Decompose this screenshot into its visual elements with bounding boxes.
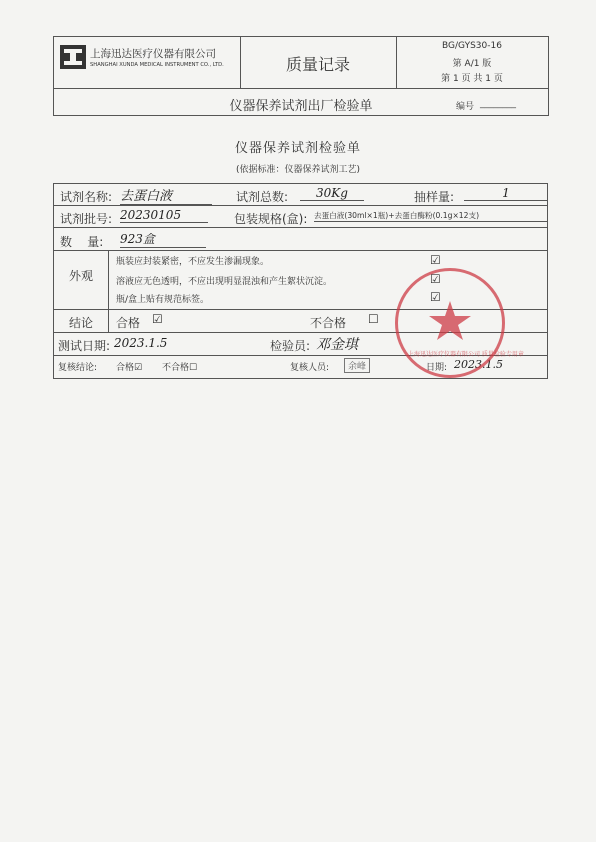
test-date-label: 测试日期: [58,339,111,353]
sample-value: 1 [464,186,548,201]
appearance-item: 瓶/盒上贴有规范标签。 [116,295,210,305]
serial-label: 编号 [456,102,475,112]
appearance-item: 瓶装应封装紧密，不应发生渗漏现象。 [116,257,270,267]
name-label: 试剂名称: [60,190,113,204]
pass-label: 合格 [116,316,141,330]
pass-checkbox[interactable]: ☑ [152,312,163,326]
recheck-pass: 合格☑ [116,363,143,373]
company-seal [395,268,524,378]
record-title: 质量记录 [285,55,350,74]
main-title: 仪器保养试剂检验单 [234,141,361,156]
pack-value: 去蛋白液(30ml×1瓶)+去蛋白酶粉(0.1g×12支) [314,210,548,222]
version: 第 A/1 版 [452,59,492,69]
serial-value: ________ [480,99,516,109]
company-logo [60,45,86,69]
page-number: 第 1 页 共 1 页 [441,74,503,84]
doc-code: BG/GYS30-16 [442,41,502,51]
inspector-label: 检验员: [270,339,311,353]
appearance-checkbox[interactable]: ☑ [430,253,441,267]
date-value: 2023.1.5 [454,358,503,371]
pack-label: 包装规格(盒): [234,212,308,226]
company-name-en: SHANGHAI XUNDA MEDICAL INSTRUMENT CO., LTD. [90,62,224,68]
appearance-item: 溶液应无色透明，不应出现明显混浊和产生絮状沉淀。 [116,277,333,287]
total-value: 30Kg [300,186,364,201]
date-label: 日期: [426,363,448,373]
appearance-label: 外观 [68,269,93,283]
header-table [53,36,549,116]
batch-label: 试剂批号: [60,212,113,226]
fail-checkbox[interactable]: ☐ [368,312,379,326]
total-label: 试剂总数: [236,190,289,204]
batch-value: 20230105 [120,208,208,223]
sample-label: 抽样量: [414,190,455,204]
name-value: 去蛋白液 [120,185,212,205]
rechecker-stamp: 余峰 [344,358,370,373]
form-title: 仪器保养试剂出厂检验单 [229,99,373,114]
appearance-checkbox[interactable]: ☑ [430,272,441,286]
standard-basis: (依据标准：仪器保养试剂工艺) [235,165,361,175]
rechecker-label: 复核人员: [290,363,330,373]
qty-value: 923盒 [120,230,206,248]
appearance-checkbox[interactable]: ☑ [430,290,441,304]
seal-text: 上海迅达医疗仪器有限公司 质量检验专用章 [408,351,524,358]
conclusion-label: 结论 [68,316,93,330]
recheck-fail: 不合格☐ [162,363,198,373]
inspector-signature: 邓金琪 [316,337,358,353]
test-date-value: 2023.1.5 [114,336,168,350]
qty-label: 数 量: [60,235,104,249]
company-name-cn: 上海迅达医疗仪器有限公司 [90,48,216,60]
fail-label: 不合格 [310,316,347,330]
recheck-label: 复核结论: [58,363,98,373]
